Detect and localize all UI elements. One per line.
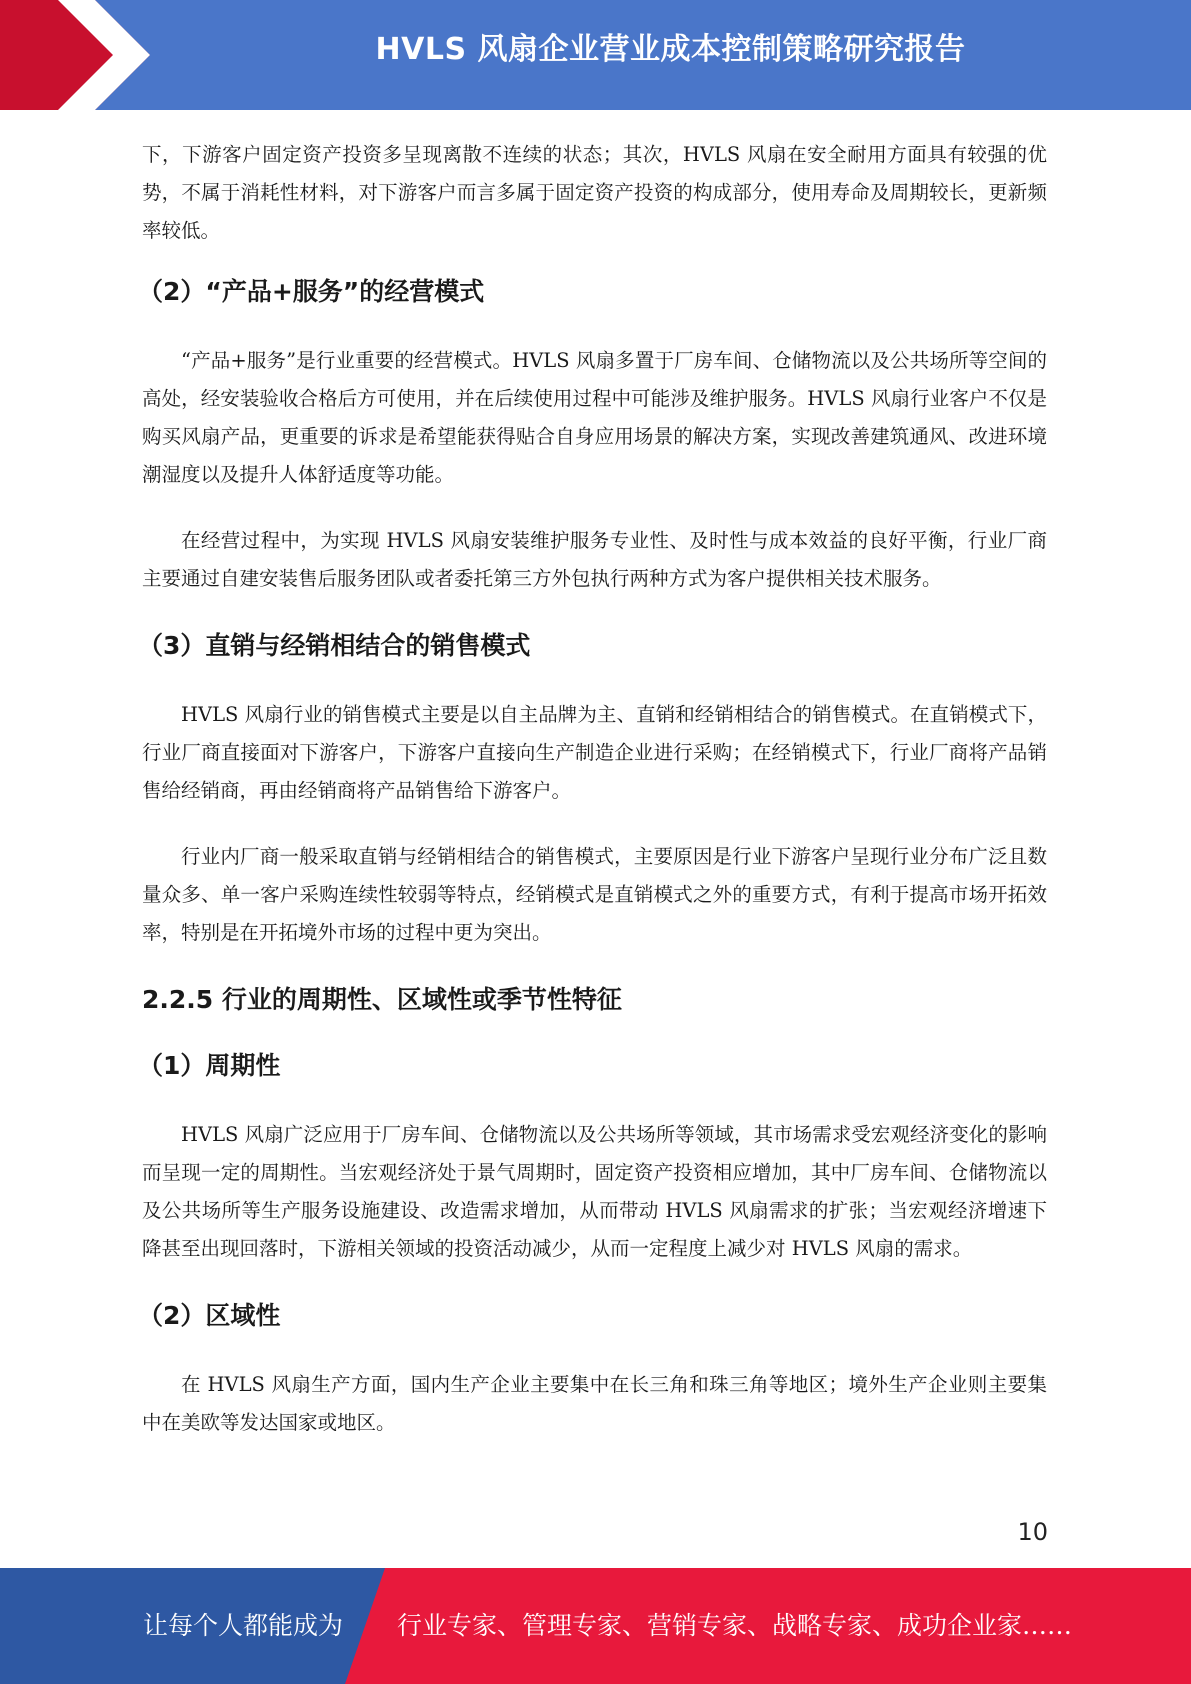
heading-section-2-2-5: 2.2.5 行业的周期性、区域性或季节性特征 [142, 985, 622, 1014]
page-header [0, 0, 1191, 110]
paragraph-regional: 在 HVLS 风扇生产方面，国内生产企业主要集中在长三角和珠三角等地区；境外生产企业则主要集中在美欧等发达国家或地区。 [142, 1373, 1047, 1434]
footer-slogan-left: 让每个人都能成为 [143, 1611, 344, 1640]
heading-regional: （2）区域性 [138, 1301, 281, 1330]
paragraph-business-model-1: “产品+服务”是行业重要的经营模式。HVLS 风扇多置于厂房车间、仓储物流以及公共场所等空间的高处，经安装验收合格后方可使用，并在后续使用过程中可能涉及维护服务。HVLS 风扇行业客户不仅是购买风扇产品，更重要的诉求是希望能获得贴合自身应用场景的解决方案，实现改善建筑通风、改进环境潮湿度以及提升人体舒适度等功能。 [142, 349, 1047, 486]
paragraph-sales-model-1: HVLS 风扇行业的销售模式主要是以自主品牌为主、直销和经销相结合的销售模式。在直销模式下，行业厂商直接面对下游客户，下游客户直接向生产制造企业进行采购；在经销模式下，行业厂商将产品销售给经销商，再由经销商将产品销售给下游客户。 [142, 703, 1047, 802]
paragraph-continuation: 下，下游客户固定资产投资多呈现离散不连续的状态；其次，HVLS 风扇在安全耐用方面具有较强的优势，不属于消耗性材料，对下游客户而言多属于固定资产投资的构成部分，使用寿命及周期较长，更新频率较低。 [142, 143, 1047, 242]
report-title: HVLS 风扇企业营业成本控制策略研究报告 [375, 32, 966, 67]
footer-slogan-right: 行业专家、管理专家、营销专家、战略专家、成功企业家…… [397, 1611, 1073, 1640]
heading-cyclical: （1）周期性 [138, 1051, 281, 1080]
paragraph-cyclical: HVLS 风扇广泛应用于厂房车间、仓储物流以及公共场所等领域，其市场需求受宏观经济变化的影响而呈现一定的周期性。当宏观经济处于景气周期时，固定资产投资相应增加，其中厂房车间、仓储物流以及公共场所等生产服务设施建设、改造需求增加，从而带动 HVLS 风扇需求的扩张；当宏观经济增速下降甚至出现回落时，下游相关领域的投资活动减少，从而一定程度上减少对 HVLS 风扇的需求。 [142, 1123, 1047, 1260]
heading-business-model: （2）“产品+服务”的经营模式 [138, 277, 485, 306]
heading-sales-model: （3）直销与经销相结合的销售模式 [138, 631, 531, 660]
paragraph-sales-model-2: 行业内厂商一般采取直销与经销相结合的销售模式，主要原因是行业下游客户呈现行业分布广泛且数量众多、单一客户采购连续性较弱等特点，经销模式是直销模式之外的重要方式，有利于提高市场开拓效率，特别是在开拓境外市场的过程中更为突出。 [142, 845, 1047, 944]
page-number: 10 [1017, 1518, 1048, 1546]
document-body [138, 136, 1047, 1470]
page-footer [0, 1568, 1191, 1684]
paragraph-business-model-2: 在经营过程中，为实现 HVLS 风扇安装维护服务专业性、及时性与成本效益的良好平衡，行业厂商主要通过自建安装售后服务团队或者委托第三方外包执行两种方式为客户提供相关技术服务。 [142, 529, 1047, 590]
